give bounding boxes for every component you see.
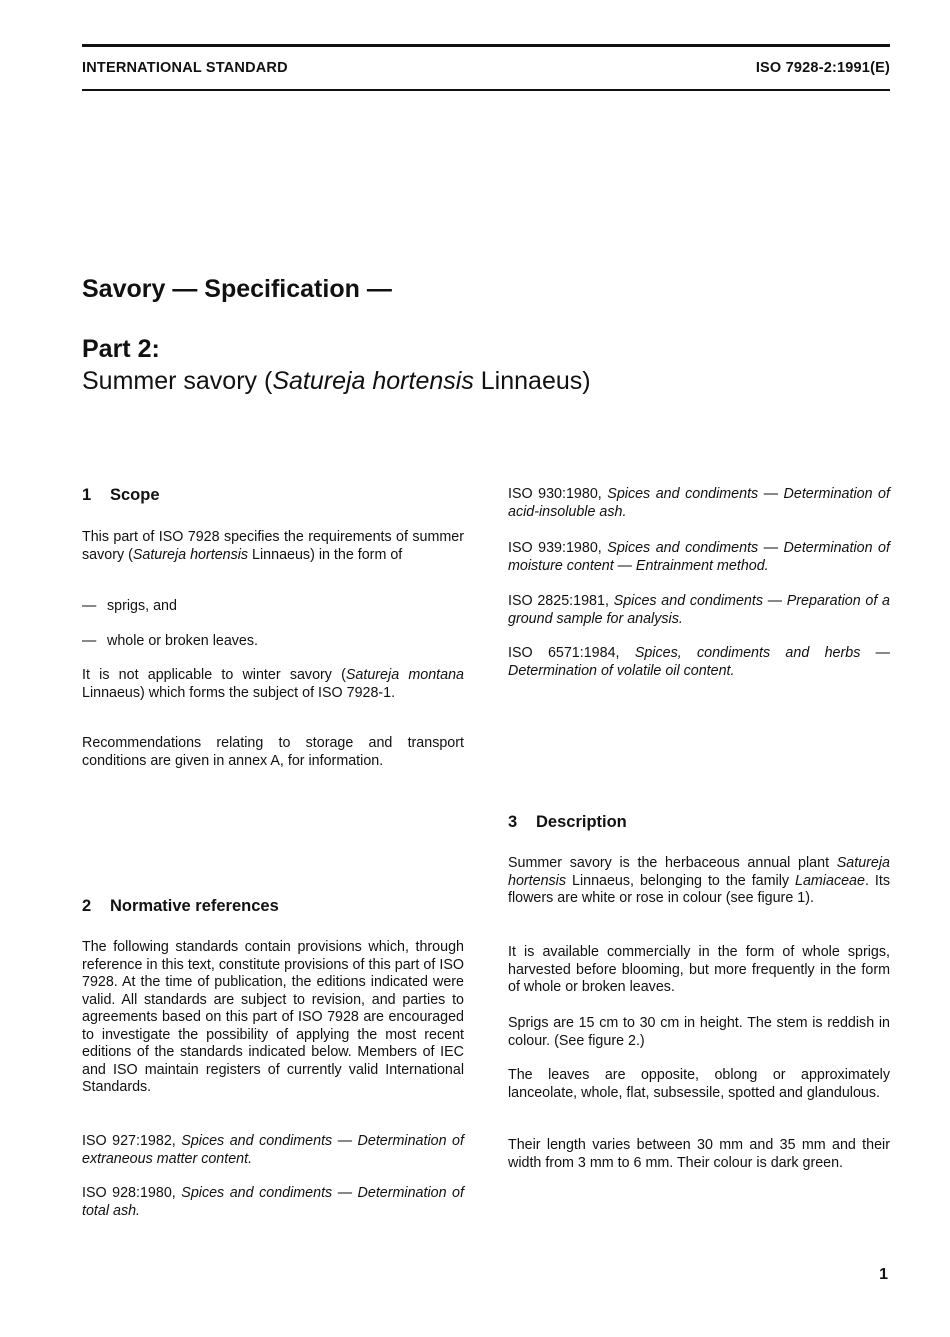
section-normative-references-heading: 2 Normative references (82, 897, 279, 915)
description-paragraph-1: Summer savory is the herbaceous annual plant Satureja hortensis Linnaeus, belonging to the family Lamiaceae. Its flowers are white or rose in colour (see figure 1). (508, 855, 890, 906)
description-paragraph-3: Sprigs are 15 cm to 30 cm in height. The stem is reddish in colour. (See figure 2.) (508, 1015, 890, 1049)
header-standard-label: INTERNATIONAL STANDARD (82, 60, 288, 76)
description-paragraph-4: The leaves are opposite, oblong or approximately lanceolate, whole, flat, subsessile, spotted and glandulous. (508, 1067, 890, 1101)
section-scope-heading: 1 Scope (82, 486, 160, 504)
header-top-rule (82, 44, 890, 47)
scope-list-item: — sprigs, and (82, 598, 177, 614)
scope-paragraph-2: It is not applicable to winter savory (Satureja montana Linnaeus) which forms the subject of ISO 7928-1. (82, 667, 464, 701)
scope-paragraph-1: This part of ISO 7928 specifies the requirements of summer savory (Satureja hortensis Linnaeus) in the form of (82, 529, 464, 563)
reference-entry: ISO 939:1980, Spices and condiments — Determination of moisture content — Entrainment method. (508, 540, 890, 574)
document-title: Savory — Specification — (82, 275, 392, 303)
reference-entry: ISO 927:1982, Spices and condiments — Determination of extraneous matter content. (82, 1133, 464, 1167)
reference-entry: ISO 6571:1984, Spices, condiments and herbs — Determination of volatile oil content. (508, 645, 890, 679)
part-label: Part 2: (82, 335, 160, 363)
description-paragraph-5: Their length varies between 30 mm and 35 mm and their width from 3 mm to 6 mm. Their colour is dark green. (508, 1137, 890, 1171)
page-number: 1 (879, 1266, 888, 1283)
reference-entry: ISO 930:1980, Spices and condiments — Determination of acid-insoluble ash. (508, 486, 890, 520)
reference-entry: ISO 2825:1981, Spices and condiments — Preparation of a ground sample for analysis. (508, 593, 890, 627)
scope-list-item: — whole or broken leaves. (82, 633, 258, 649)
description-paragraph-2: It is available commercially in the form of whole sprigs, harvested before blooming, but more frequently in the form of whole or broken leaves. (508, 944, 890, 995)
header-bottom-rule (82, 89, 890, 91)
header-document-number: ISO 7928-2:1991(E) (755, 60, 890, 76)
document-subtitle: Summer savory (Satureja hortensis Linnaeus) (82, 367, 591, 395)
normative-references-paragraph: The following standards contain provisions which, through reference in this text, constitute provisions of this part of ISO 7928. At the time of publication, the editions indicated were valid. All standards are subject to revision, and parties to agreements based on this part of ISO 7928 are encouraged to investigate the possibility of applying the most recent editions of the standards indicated below. Members of IEC and ISO maintain registers of currently valid International Standards. (82, 939, 464, 1095)
scope-paragraph-3: Recommendations relating to storage and transport conditions are given in annex A, for information. (82, 735, 464, 769)
section-description-heading: 3 Description (508, 813, 627, 831)
reference-entry: ISO 928:1980, Spices and condiments — Determination of total ash. (82, 1185, 464, 1219)
